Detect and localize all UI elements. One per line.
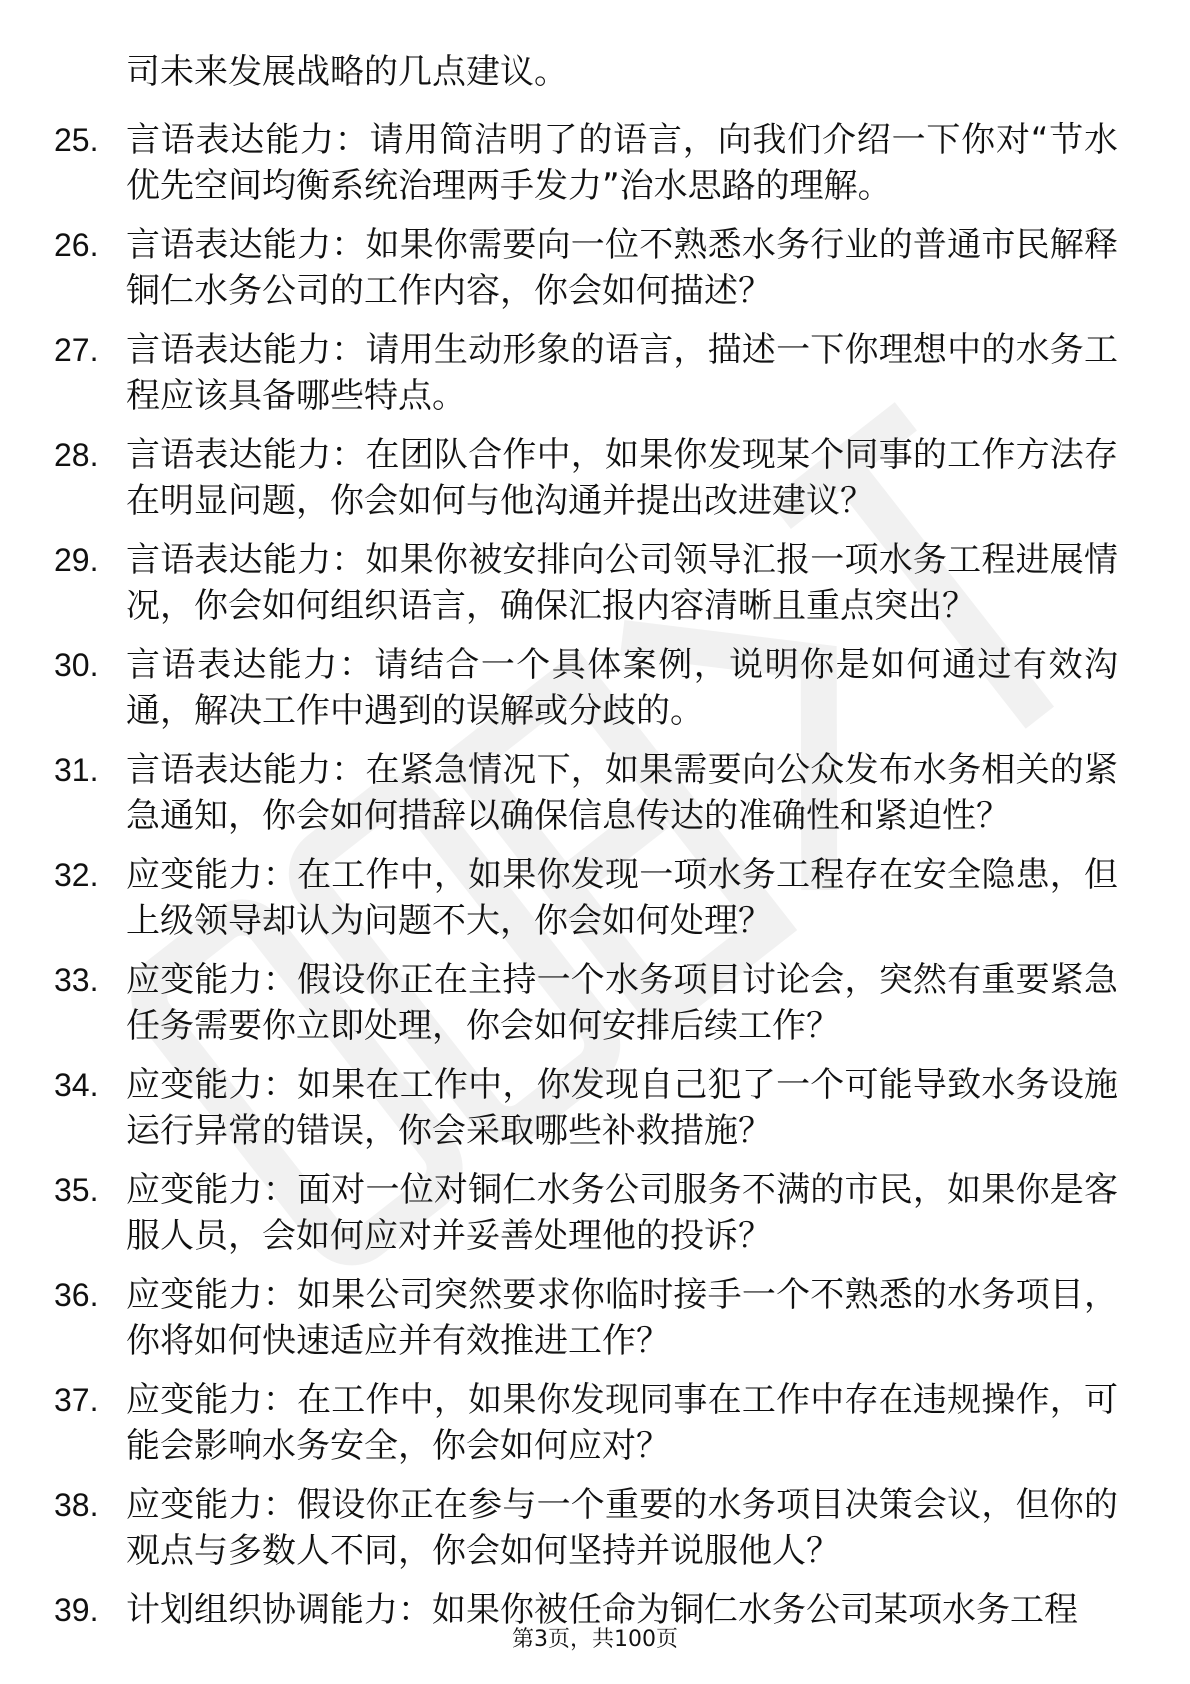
question-item [54,957,1118,1049]
question-number: 33. [54,962,99,998]
question-item [54,747,1118,839]
question-item [54,1377,1118,1469]
question-item [54,1062,1118,1154]
question-item [54,327,1118,419]
question-item [54,642,1118,734]
question-item [54,222,1118,314]
question-text: 计划组织协调能力：如果你被任命为铜仁水务公司某项水务工程 [126,1590,1078,1630]
question-text: 言语表达能力：请用简洁明了的语言，向我们介绍一下你对“节水优先空间均衡系统治理两手发力”治水思路的理解。 [126,120,1118,206]
question-number: 36. [54,1277,99,1313]
question-text: 言语表达能力：请用生动形象的语言，描述一下你理想中的水务工程应该具备哪些特点。 [126,330,1118,416]
question-text: 应变能力：如果公司突然要求你临时接手一个不熟悉的水务项目，你将如何快速适应并有效推进工作？ [126,1275,1118,1361]
question-number: 34. [54,1067,99,1103]
question-list [54,117,1118,1646]
question-text: 言语表达能力：请结合一个具体案例，说明你是如何通过有效沟通，解决工作中遇到的误解或分歧的。 [126,645,1118,731]
question-text: 言语表达能力：如果你需要向一位不熟悉水务行业的普通市民解释铜仁水务公司的工作内容，你会如何描述？ [126,225,1118,311]
page-footer [0,1625,1190,1655]
question-item [54,1482,1118,1574]
question-text: 应变能力：面对一位对铜仁水务公司服务不满的市民，如果你是客服人员，会如何应对并妥善处理他的投诉？ [126,1170,1118,1256]
question-number: 30. [54,647,99,683]
question-item [54,537,1118,629]
question-number: 26. [54,227,99,263]
question-number: 25. [54,122,99,158]
question-text: 应变能力：在工作中，如果你发现一项水务工程存在安全隐患，但上级领导却认为问题不大，你会如何处理？ [126,855,1118,941]
question-item [54,117,1118,209]
question-text: 言语表达能力：在团队合作中，如果你发现某个同事的工作方法存在明显问题，你会如何与他沟通并提出改进建议？ [126,435,1118,521]
question-number: 37. [54,1382,99,1418]
question-text: 应变能力：在工作中，如果你发现同事在工作中存在违规操作，可能会影响水务安全，你会如何应对？ [126,1380,1118,1466]
question-number: 28. [54,437,99,473]
question-text: 应变能力：假设你正在参与一个重要的水务项目决策会议，但你的观点与多数人不同，你会如何坚持并说服他人？ [126,1485,1118,1571]
question-text: 言语表达能力：在紧急情况下，如果需要向公众发布水务相关的紧急通知，你会如何措辞以确保信息传达的准确性和紧迫性？ [126,750,1118,836]
question-text: 言语表达能力：如果你被安排向公司领导汇报一项水务工程进展情况，你会如何组织语言，确保汇报内容清晰且重点突出？ [126,540,1118,626]
question-number: 32. [54,857,99,893]
question-number: 29. [54,542,99,578]
question-item [54,852,1118,944]
question-text: 应变能力：如果在工作中，你发现自己犯了一个可能导致水务设施运行异常的错误，你会采取哪些补救措施？ [126,1065,1118,1151]
question-number: 31. [54,752,99,788]
continuation-text: 司未来发展战略的几点建议。 [126,52,568,92]
question-item [54,432,1118,524]
question-number: 38. [54,1487,99,1523]
question-item [54,1272,1118,1364]
page-number-label: 第3页，共100页 [512,1627,678,1652]
question-text: 应变能力：假设你正在主持一个水务项目讨论会，突然有重要紧急任务需要你立即处理，你会如何安排后续工作？ [126,960,1118,1046]
question-number: 39. [54,1592,99,1628]
question-item [54,1167,1118,1259]
question-number: 27. [54,332,99,368]
question-number: 35. [54,1172,99,1208]
